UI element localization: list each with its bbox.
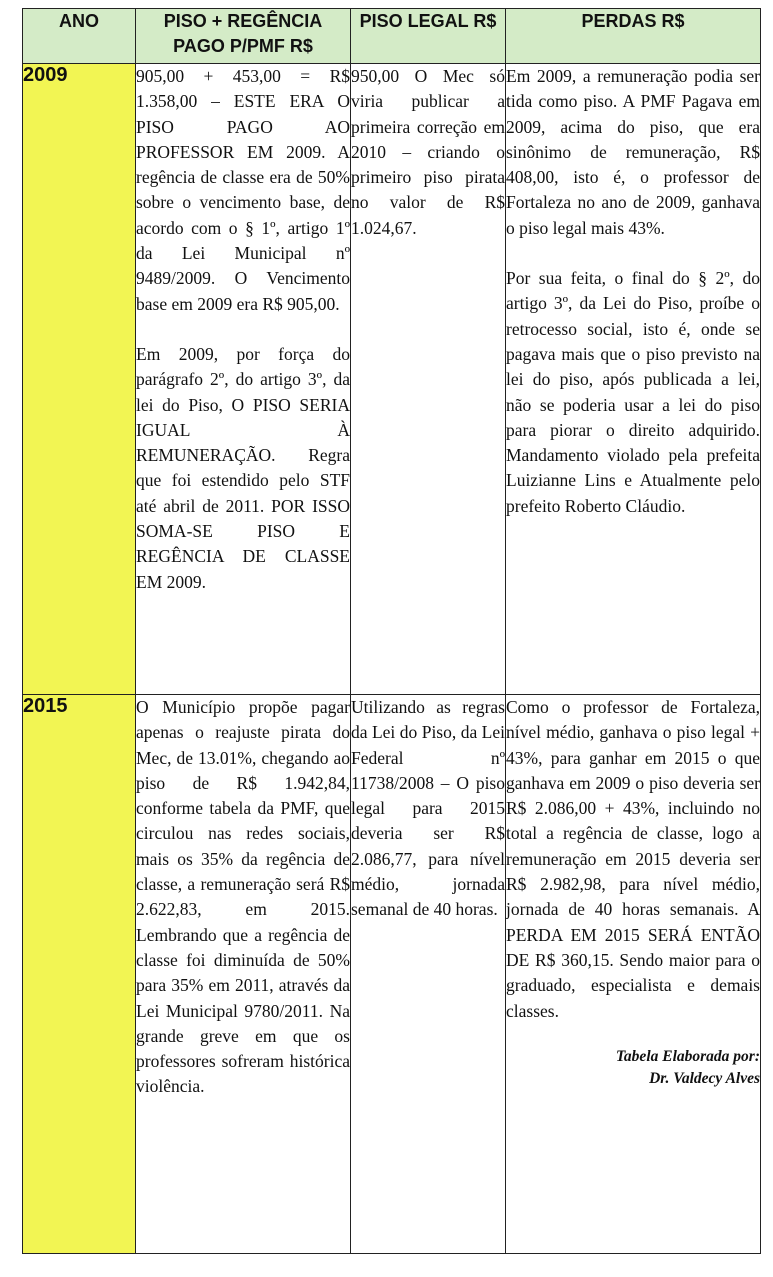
year-cell: 2009 [23, 64, 136, 695]
perdas-paragraph: Em 2009, a remuneração podia ser tida como piso. A PMF Pagava em 2009, acima do piso, que era sinônimo de remuneração, R$ 408,00, isto é, o professor de Fortaleza no ano de 2009, ganhava o piso legal mais 43%. [506, 66, 760, 238]
pago-paragraph: Em 2009, por força do parágrafo 2º, do artigo 3º, da lei do Piso, O PISO SERIA IGUAL À REMUNERAÇÃO. Regra que foi estendido pelo STF até abril de 2011. POR ISSO SOMA-SE PISO E REGÊNCIA DE CLASSE EM 2009. [136, 343, 350, 592]
table-row-2015 [23, 695, 761, 1254]
perdas-paragraph: Como o professor de Fortaleza, nível médio, ganhava o piso legal + 43%, para ganhar em 2015 o que ganhava em 2009 o piso deveria ser R$ 2.086,00 + 43%, incluindo no total a regência de classe, logo a remuneração em 2015 deveria ser R$ 2.982,98, para nível médio, jornada de 40 horas semanais. A PERDA EM 2015 SERÁ ENTÃO DE R$ 360,15. Sendo maior para o graduado, especialista e demais classes. [506, 697, 760, 1021]
legal-paragraph: 950,00 O Mec só viria publicar a primeira correção em 2010 – criando o primeiro piso pirata no valor de R$ 1.024,67. [351, 66, 505, 238]
pago-paragraph: 905,00 + 453,00 = R$ 1.358,00 – ESTE ERA O PISO PAGO AO PROFESSOR EM 2009. A regência de classe era de 50% sobre o vencimento base, de acordo com o § 1º, artigo 1º da Lei Municipal nº 9489/2009. O Vencimento base em 2009 era R$ 905,00. [136, 66, 350, 314]
pago-cell [136, 695, 351, 1254]
header-piso-legal: PISO LEGAL R$ [351, 9, 506, 64]
legal-cell [351, 64, 506, 695]
legal-paragraph: Utilizando as regras da Lei do Piso, da Lei Federal nº 11738/2008 – O piso legal para 2015 deveria ser R$ 2.086,77, para nível médio, jornada semanal de 40 horas. [351, 697, 505, 920]
credit-line: Tabela Elaborada por: [615, 1047, 760, 1065]
salary-comparison-table [22, 8, 761, 1254]
credit [506, 1046, 760, 1090]
perdas-paragraph: Por sua feita, o final do § 2º, do artigo 3º, da Lei do Piso, proíbe o retrocesso social, isto é, onde se pagava mais que o piso previsto na lei do piso, após publicada a lei, não se poderia usar a lei do piso para piorar o direito adquirido. Mandamento violado pela prefeita Luizianne Lins e Atualmente pelo prefeito Roberto Cláudio. [506, 268, 760, 516]
header-piso-regencia: PISO + REGÊNCIA PAGO P/PMF R$ [136, 9, 351, 64]
perdas-cell [506, 64, 761, 695]
header-row [23, 9, 761, 64]
table-row-2009 [23, 64, 761, 695]
perdas-cell [506, 695, 761, 1254]
pago-paragraph: O Município propõe pagar apenas o reajuste pirata do Mec, de 13.01%, chegando ao piso de R$ 1.942,84, conforme tabela da PMF, que circulou nas redes sociais, mais os 35% da regência de classe, a remuneração será R$ 2.622,83, em 2015. Lembrando que a regência de classe foi diminuída de 50% para 35% em 2011, através da Lei Municipal 9780/2011. Na grande greve em que os professores sofreram histórica violência. [136, 697, 350, 1097]
header-ano: ANO [23, 9, 136, 64]
credit-author: Dr. Valdecy Alves [649, 1069, 760, 1087]
year-cell: 2015 [23, 695, 136, 1254]
legal-cell [351, 695, 506, 1254]
header-perdas: PERDAS R$ [506, 9, 761, 64]
pago-cell [136, 64, 351, 695]
